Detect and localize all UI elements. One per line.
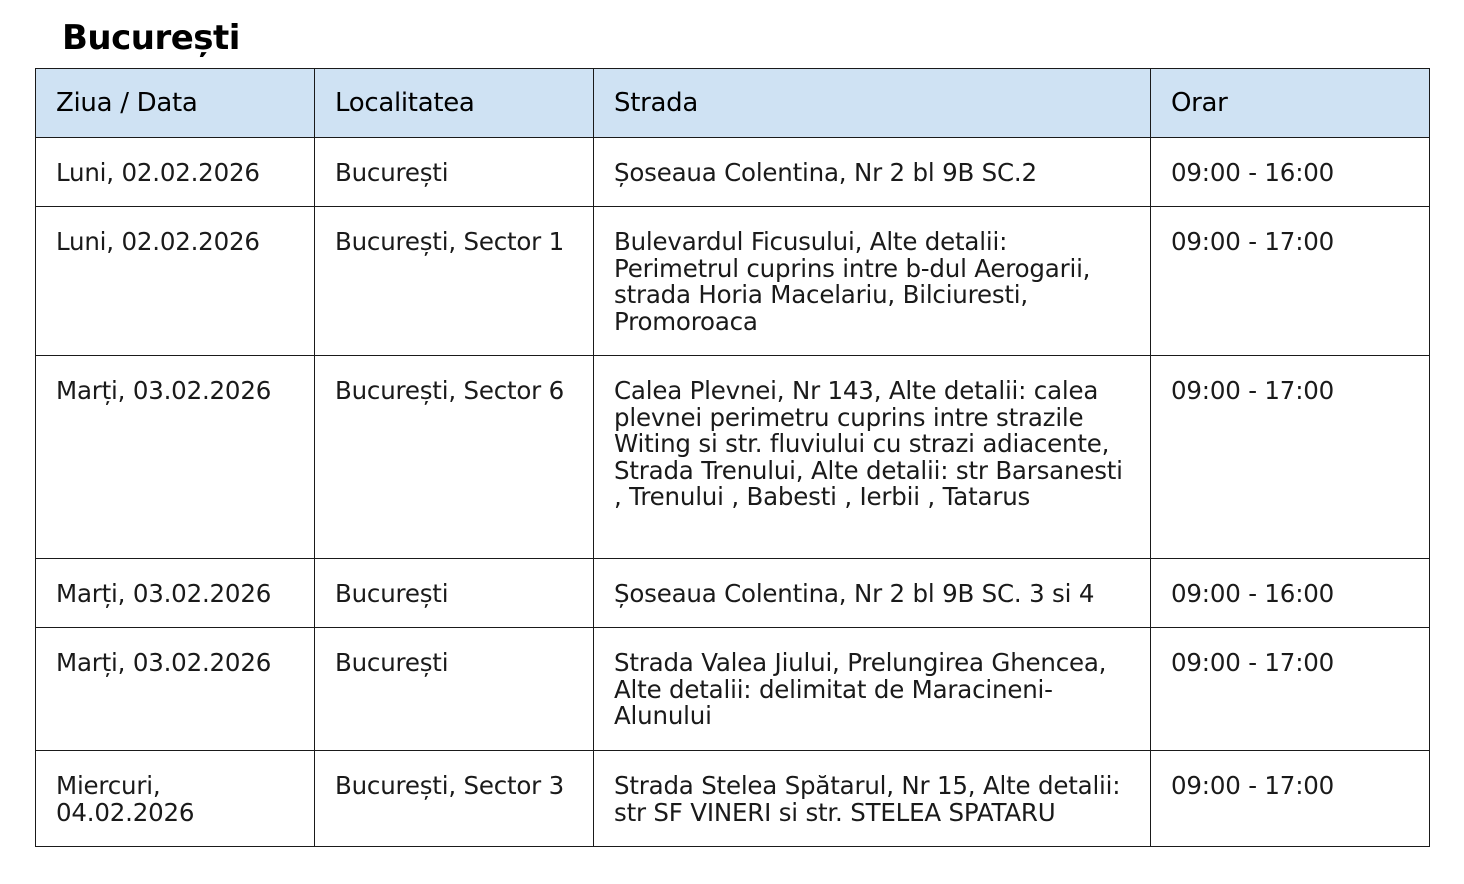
header-street: Strada: [594, 69, 1151, 138]
cell-locality: București: [315, 559, 594, 628]
table-row: [36, 138, 1430, 207]
cell-hours: 09:00 - 17:00: [1151, 751, 1430, 847]
cell-street: Bulevardul Ficusului, Alte detalii: Perimetrul cuprins intre b-dul Aerogarii, strada Horia Macelariu, Bilciuresti, Promoroaca: [594, 207, 1151, 356]
header-date: Ziua / Data: [36, 69, 315, 138]
cell-date: Marți, 03.02.2026: [36, 559, 315, 628]
cell-locality: București, Sector 3: [315, 751, 594, 847]
header-locality: Localitatea: [315, 69, 594, 138]
cell-locality: București: [315, 138, 594, 207]
cell-locality: București, Sector 6: [315, 356, 594, 559]
cell-locality: București: [315, 628, 594, 751]
cell-date: Miercuri, 04.02.2026: [36, 751, 315, 847]
cell-hours: 09:00 - 17:00: [1151, 628, 1430, 751]
schedule-table: [35, 68, 1430, 847]
header-hours: Orar: [1151, 69, 1430, 138]
cell-hours: 09:00 - 16:00: [1151, 559, 1430, 628]
cell-hours: 09:00 - 17:00: [1151, 356, 1430, 559]
table-row: [36, 751, 1430, 847]
cell-street: Strada Stelea Spătarul, Nr 15, Alte detalii: str SF VINERI si str. STELEA SPATARU: [594, 751, 1151, 847]
cell-street: Șoseaua Colentina, Nr 2 bl 9B SC.2: [594, 138, 1151, 207]
cell-date: Luni, 02.02.2026: [36, 207, 315, 356]
cell-date: Marți, 03.02.2026: [36, 628, 315, 751]
table-row: [36, 356, 1430, 559]
table-row: [36, 628, 1430, 751]
cell-street: Șoseaua Colentina, Nr 2 bl 9B SC. 3 si 4: [594, 559, 1151, 628]
table-row: [36, 559, 1430, 628]
table-header-row: [36, 69, 1430, 138]
cell-hours: 09:00 - 17:00: [1151, 207, 1430, 356]
cell-hours: 09:00 - 16:00: [1151, 138, 1430, 207]
cell-street: Calea Plevnei, Nr 143, Alte detalii: calea plevnei perimetru cuprins intre strazile Witing si str. fluviului cu strazi adiacente, Strada Trenului, Alte detalii: str Barsanesti , Trenului , Babesti , Ierbii , Tatarus: [594, 356, 1151, 559]
cell-street: Strada Valea Jiului, Prelungirea Ghencea, Alte detalii: delimitat de Maracineni-Alunului: [594, 628, 1151, 751]
page-title: București: [62, 18, 240, 58]
table-row: [36, 207, 1430, 356]
cell-date: Luni, 02.02.2026: [36, 138, 315, 207]
cell-locality: București, Sector 1: [315, 207, 594, 356]
cell-date: Marți, 03.02.2026: [36, 356, 315, 559]
